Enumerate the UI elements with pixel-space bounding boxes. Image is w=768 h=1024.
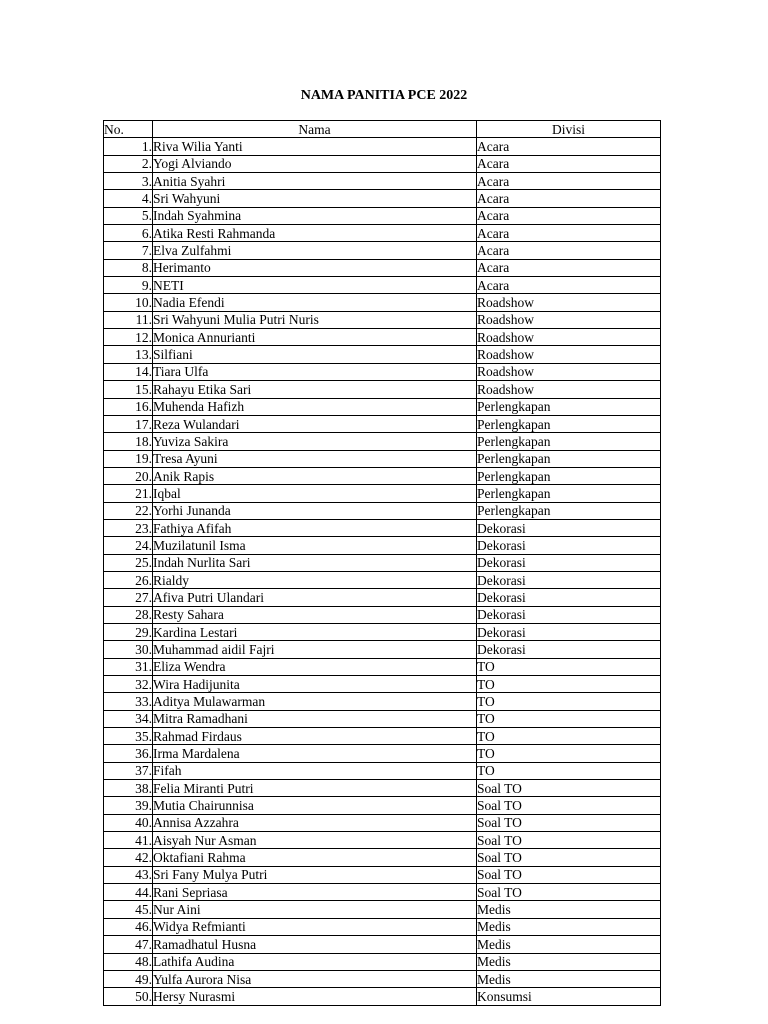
table-row [104, 970, 661, 987]
cell-no: 39. [104, 797, 153, 814]
table-row [104, 936, 661, 953]
cell-no: 47. [104, 936, 153, 953]
cell-nama: Oktafiani Rahma [153, 849, 477, 866]
cell-divisi: Dekorasi [477, 571, 661, 588]
cell-no: 7. [104, 242, 153, 259]
cell-divisi: Perlengkapan [477, 433, 661, 450]
table-row [104, 155, 661, 172]
cell-no: 29. [104, 623, 153, 640]
cell-nama: Mitra Ramadhani [153, 710, 477, 727]
cell-no: 36. [104, 745, 153, 762]
cell-divisi: Roadshow [477, 311, 661, 328]
cell-divisi: Acara [477, 173, 661, 190]
table-row [104, 363, 661, 380]
cell-no: 9. [104, 277, 153, 294]
cell-divisi: Dekorasi [477, 606, 661, 623]
table-row [104, 953, 661, 970]
table-row [104, 849, 661, 866]
cell-nama: Indah Nurlita Sari [153, 554, 477, 571]
cell-nama: Rani Sepriasa [153, 884, 477, 901]
cell-divisi: Soal TO [477, 797, 661, 814]
cell-no: 18. [104, 433, 153, 450]
cell-nama: Sri Wahyuni Mulia Putri Nuris [153, 311, 477, 328]
cell-divisi: Soal TO [477, 814, 661, 831]
table-row [104, 225, 661, 242]
table-row [104, 485, 661, 502]
cell-divisi: Perlengkapan [477, 467, 661, 484]
cell-divisi: Medis [477, 953, 661, 970]
cell-nama: Indah Syahmina [153, 207, 477, 224]
table-row [104, 780, 661, 797]
cell-nama: Sri Fany Mulya Putri [153, 866, 477, 883]
table-row [104, 814, 661, 831]
table-row [104, 884, 661, 901]
cell-no: 41. [104, 832, 153, 849]
table-row [104, 901, 661, 918]
cell-divisi: Soal TO [477, 780, 661, 797]
cell-nama: Wira Hadijunita [153, 676, 477, 693]
cell-nama: Fifah [153, 762, 477, 779]
page-title: NAMA PANITIA PCE 2022 [300, 88, 468, 103]
cell-divisi: Roadshow [477, 294, 661, 311]
cell-divisi: Roadshow [477, 346, 661, 363]
cell-no: 40. [104, 814, 153, 831]
cell-nama: Sri Wahyuni [153, 190, 477, 207]
header-divisi: Divisi [477, 121, 661, 138]
cell-nama: Aditya Mulawarman [153, 693, 477, 710]
cell-divisi: Medis [477, 901, 661, 918]
cell-nama: Iqbal [153, 485, 477, 502]
cell-nama: Mutia Chairunnisa [153, 797, 477, 814]
cell-divisi: Roadshow [477, 363, 661, 380]
cell-divisi: Roadshow [477, 329, 661, 346]
cell-no: 12. [104, 329, 153, 346]
cell-divisi: Acara [477, 277, 661, 294]
cell-no: 45. [104, 901, 153, 918]
cell-no: 43. [104, 866, 153, 883]
cell-nama: Monica Annurianti [153, 329, 477, 346]
cell-divisi: TO [477, 745, 661, 762]
cell-nama: Yulfa Aurora Nisa [153, 970, 477, 987]
table-row [104, 641, 661, 658]
cell-no: 23. [104, 519, 153, 536]
cell-no: 15. [104, 381, 153, 398]
table-row [104, 589, 661, 606]
cell-nama: Anik Rapis [153, 467, 477, 484]
cell-no: 35. [104, 728, 153, 745]
table-row [104, 294, 661, 311]
cell-divisi: Dekorasi [477, 519, 661, 536]
cell-nama: Nadia Efendi [153, 294, 477, 311]
table-row [104, 728, 661, 745]
cell-divisi: Dekorasi [477, 623, 661, 640]
cell-nama: Silfiani [153, 346, 477, 363]
cell-no: 38. [104, 780, 153, 797]
cell-no: 34. [104, 710, 153, 727]
cell-no: 48. [104, 953, 153, 970]
table-row [104, 381, 661, 398]
table-row [104, 329, 661, 346]
table-row [104, 918, 661, 935]
cell-divisi: Dekorasi [477, 589, 661, 606]
table-row [104, 606, 661, 623]
table-row [104, 311, 661, 328]
cell-no: 14. [104, 363, 153, 380]
cell-nama: Fathiya Afifah [153, 519, 477, 536]
table-row [104, 433, 661, 450]
table-row [104, 207, 661, 224]
cell-nama: Tresa Ayuni [153, 450, 477, 467]
table-row [104, 259, 661, 276]
cell-no: 50. [104, 988, 153, 1005]
cell-divisi: Soal TO [477, 832, 661, 849]
cell-nama: Anitia Syahri [153, 173, 477, 190]
cell-nama: Rahmad Firdaus [153, 728, 477, 745]
cell-no: 27. [104, 589, 153, 606]
cell-nama: Yorhi Junanda [153, 502, 477, 519]
cell-no: 25. [104, 554, 153, 571]
cell-divisi: Dekorasi [477, 554, 661, 571]
cell-nama: Felia Miranti Putri [153, 780, 477, 797]
cell-nama: Ramadhatul Husna [153, 936, 477, 953]
table-row [104, 277, 661, 294]
cell-no: 22. [104, 502, 153, 519]
cell-no: 13. [104, 346, 153, 363]
cell-no: 24. [104, 537, 153, 554]
cell-nama: Muhammad aidil Fajri [153, 641, 477, 658]
cell-divisi: TO [477, 658, 661, 675]
cell-no: 46. [104, 918, 153, 935]
cell-no: 2. [104, 155, 153, 172]
cell-no: 20. [104, 467, 153, 484]
cell-divisi: Dekorasi [477, 641, 661, 658]
cell-nama: Irma Mardalena [153, 745, 477, 762]
cell-no: 44. [104, 884, 153, 901]
cell-divisi: Roadshow [477, 381, 661, 398]
cell-no: 1. [104, 138, 153, 155]
cell-nama: NETI [153, 277, 477, 294]
cell-nama: Eliza Wendra [153, 658, 477, 675]
cell-no: 21. [104, 485, 153, 502]
table-row [104, 173, 661, 190]
cell-divisi: Medis [477, 918, 661, 935]
header-nama: Nama [153, 121, 477, 138]
cell-divisi: TO [477, 762, 661, 779]
cell-divisi: Perlengkapan [477, 485, 661, 502]
table-row [104, 571, 661, 588]
cell-no: 33. [104, 693, 153, 710]
cell-no: 17. [104, 415, 153, 432]
cell-nama: Yogi Alviando [153, 155, 477, 172]
cell-nama: Elva Zulfahmi [153, 242, 477, 259]
cell-divisi: Dekorasi [477, 537, 661, 554]
table-row [104, 762, 661, 779]
cell-nama: Tiara Ulfa [153, 363, 477, 380]
table-row [104, 797, 661, 814]
cell-divisi: Medis [477, 936, 661, 953]
cell-no: 26. [104, 571, 153, 588]
cell-divisi: TO [477, 676, 661, 693]
cell-nama: Resty Sahara [153, 606, 477, 623]
table-row [104, 745, 661, 762]
cell-divisi: Perlengkapan [477, 450, 661, 467]
cell-nama: Kardina Lestari [153, 623, 477, 640]
cell-divisi: Perlengkapan [477, 415, 661, 432]
cell-no: 49. [104, 970, 153, 987]
cell-no: 42. [104, 849, 153, 866]
cell-divisi: Acara [477, 155, 661, 172]
cell-divisi: Soal TO [477, 884, 661, 901]
committee-table [103, 120, 661, 1006]
cell-divisi: Konsumsi [477, 988, 661, 1005]
table-row [104, 988, 661, 1005]
table-row [104, 242, 661, 259]
cell-divisi: Acara [477, 242, 661, 259]
cell-divisi: Acara [477, 225, 661, 242]
cell-no: 37. [104, 762, 153, 779]
table-row [104, 693, 661, 710]
cell-nama: Muhenda Hafizh [153, 398, 477, 415]
cell-divisi: TO [477, 728, 661, 745]
cell-divisi: TO [477, 710, 661, 727]
cell-divisi: Perlengkapan [477, 398, 661, 415]
table-row [104, 190, 661, 207]
cell-nama: Rialdy [153, 571, 477, 588]
cell-no: 10. [104, 294, 153, 311]
cell-no: 8. [104, 259, 153, 276]
cell-divisi: Acara [477, 259, 661, 276]
table-row [104, 710, 661, 727]
cell-no: 28. [104, 606, 153, 623]
table-row [104, 502, 661, 519]
cell-divisi: TO [477, 693, 661, 710]
cell-divisi: Acara [477, 138, 661, 155]
cell-divisi: Soal TO [477, 866, 661, 883]
cell-nama: Annisa Azzahra [153, 814, 477, 831]
table-row [104, 832, 661, 849]
cell-no: 16. [104, 398, 153, 415]
cell-no: 30. [104, 641, 153, 658]
cell-nama: Nur Aini [153, 901, 477, 918]
cell-no: 32. [104, 676, 153, 693]
cell-nama: Afiva Putri Ulandari [153, 589, 477, 606]
cell-nama: Herimanto [153, 259, 477, 276]
cell-no: 4. [104, 190, 153, 207]
cell-nama: Riva Wilia Yanti [153, 138, 477, 155]
table-row [104, 415, 661, 432]
table-row [104, 554, 661, 571]
cell-nama: Reza Wulandari [153, 415, 477, 432]
table-row [104, 138, 661, 155]
table-row [104, 866, 661, 883]
header-no: No. [104, 121, 153, 138]
cell-no: 5. [104, 207, 153, 224]
table-row [104, 450, 661, 467]
cell-no: 3. [104, 173, 153, 190]
cell-nama: Aisyah Nur Asman [153, 832, 477, 849]
table-row [104, 467, 661, 484]
cell-nama: Widya Refmianti [153, 918, 477, 935]
cell-divisi: Medis [477, 970, 661, 987]
cell-nama: Rahayu Etika Sari [153, 381, 477, 398]
cell-nama: Yuviza Sakira [153, 433, 477, 450]
cell-divisi: Acara [477, 190, 661, 207]
table-header-row [104, 121, 661, 138]
cell-no: 31. [104, 658, 153, 675]
table-row [104, 658, 661, 675]
cell-divisi: Acara [477, 207, 661, 224]
table-row [104, 398, 661, 415]
cell-divisi: Perlengkapan [477, 502, 661, 519]
table-row [104, 537, 661, 554]
table-row [104, 623, 661, 640]
cell-nama: Atika Resti Rahmanda [153, 225, 477, 242]
cell-no: 19. [104, 450, 153, 467]
cell-divisi: Soal TO [477, 849, 661, 866]
cell-no: 6. [104, 225, 153, 242]
table-row [104, 519, 661, 536]
cell-nama: Lathifa Audina [153, 953, 477, 970]
cell-no: 11. [104, 311, 153, 328]
table-row [104, 676, 661, 693]
cell-nama: Muzilatunil Isma [153, 537, 477, 554]
table-row [104, 346, 661, 363]
cell-nama: Hersy Nurasmi [153, 988, 477, 1005]
